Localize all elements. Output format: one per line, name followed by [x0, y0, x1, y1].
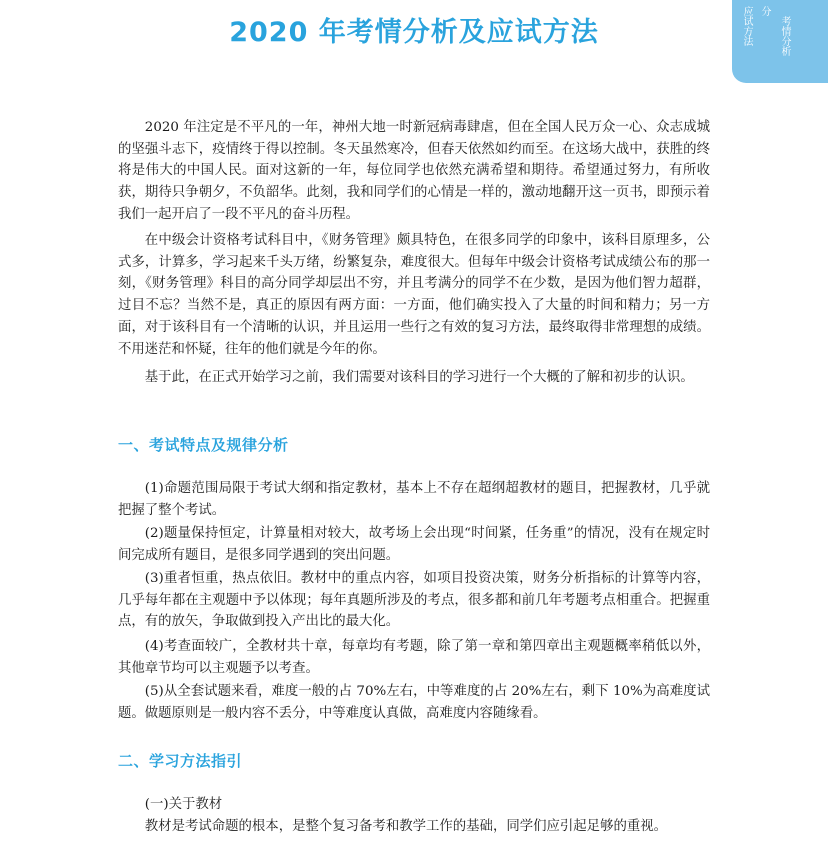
textbook-paragraph: 教材是考试命题的根本，是整个复习备考和教学工作的基础，同学们应引起足够的重视。 [144, 819, 668, 834]
exam-feature-item-3: (3)重者恒重，热点依旧。教材中的重点内容，如项目投资决策，财务分析指标的计算等内容，几乎每年都在主观题中予以体现；每年真题所涉及的考点，很多都和前几年考题考点相重合。把握重点，有的放矢，争取做到投入产出比的最大化。 [118, 571, 710, 630]
side-tab-text-b: 分 [759, 6, 770, 16]
exam-feature-item-5: (5)从全套试题来看，难度一般的占 70%左右，中等难度的占 20%左右，剩下 10%为高难度试题。做题原则是一般内容不丢分，中等难度认真做，高难度内容随缘看。 [118, 684, 710, 721]
section-heading-exam-features: 一、考试特点及规律分析 [118, 436, 289, 454]
intro-paragraph-3: 基于此，在正式开始学习之前，我们需要对该科目的学习进行一个大概的了解和初步的认识。 [144, 370, 694, 385]
page-title: 2020 年考情分析及应试方法 [229, 17, 599, 48]
exam-feature-item-1: (1)命题范围局限于考试大纲和指定教材，基本上不存在超纲超教材的题目，把握教材，几乎就把握了整个考试。 [118, 481, 710, 518]
exam-feature-item-2: (2)题量保持恒定，计算量相对较大，故考场上会出现“时间紧，任务重”的情况，没有在规定时间完成所有题目，是很多同学遇到的突出问题。 [118, 526, 710, 563]
intro-paragraph-2: 在中级会计资格考试科目中，《财务管理》颇具特色，在很多同学的印象中，该科目原理多，公式多，计算多，学习起来千头万绪，纷繁复杂，难度很大。但每年中级会计资格考试成绩公布的那一刻，《财务管理》科目的高分同学却层出不穷，并且考满分的同学不在少数，是因为他们智力超群，过目不忘？当然不是，真正的原因有两方面：一方面，他们确实投入了大量的时间和精力；另一方面，对于该科目有一个清晰的认识，并且运用一些行之有效的复习方法，最终取得非常理想的成绩。不用迷茫和怀疑，往年的他们就是今年的你。 [118, 233, 710, 357]
section-heading-study-methods: 二、学习方法指引 [118, 752, 243, 770]
subheading-textbook: (一)关于教材 [144, 797, 223, 812]
exam-feature-item-4: (4)考查面较广，全教材共十章，每章均有考题，除了第一章和第四章出主观题概率稍低以外，其他章节均可以主观题予以考查。 [118, 639, 710, 676]
chapter-side-tab [732, 0, 828, 83]
side-tab-text-c: 考情分析 [779, 16, 790, 56]
intro-paragraph-1: 2020 年注定是不平凡的一年，神州大地一时新冠病毒肆虐，但在全国人民万众一心、众志成城的坚强斗志下，疫情终于得以控制。冬天虽然寒冷，但春天依然如约而至。在这场大战中，获胜的终将是伟大的中国人民。面对这新的一年，每位同学也依然充满希望和期待。希望通过努力，有所收获，期待只争朝夕，不负韶华。此刻，我和同学们的心情是一样的，激动地翻开这一页书，即预示着我们一起开启了一段不平凡的奋斗历程。 [118, 120, 710, 222]
side-tab-text-a: 应试方法 [741, 6, 752, 46]
